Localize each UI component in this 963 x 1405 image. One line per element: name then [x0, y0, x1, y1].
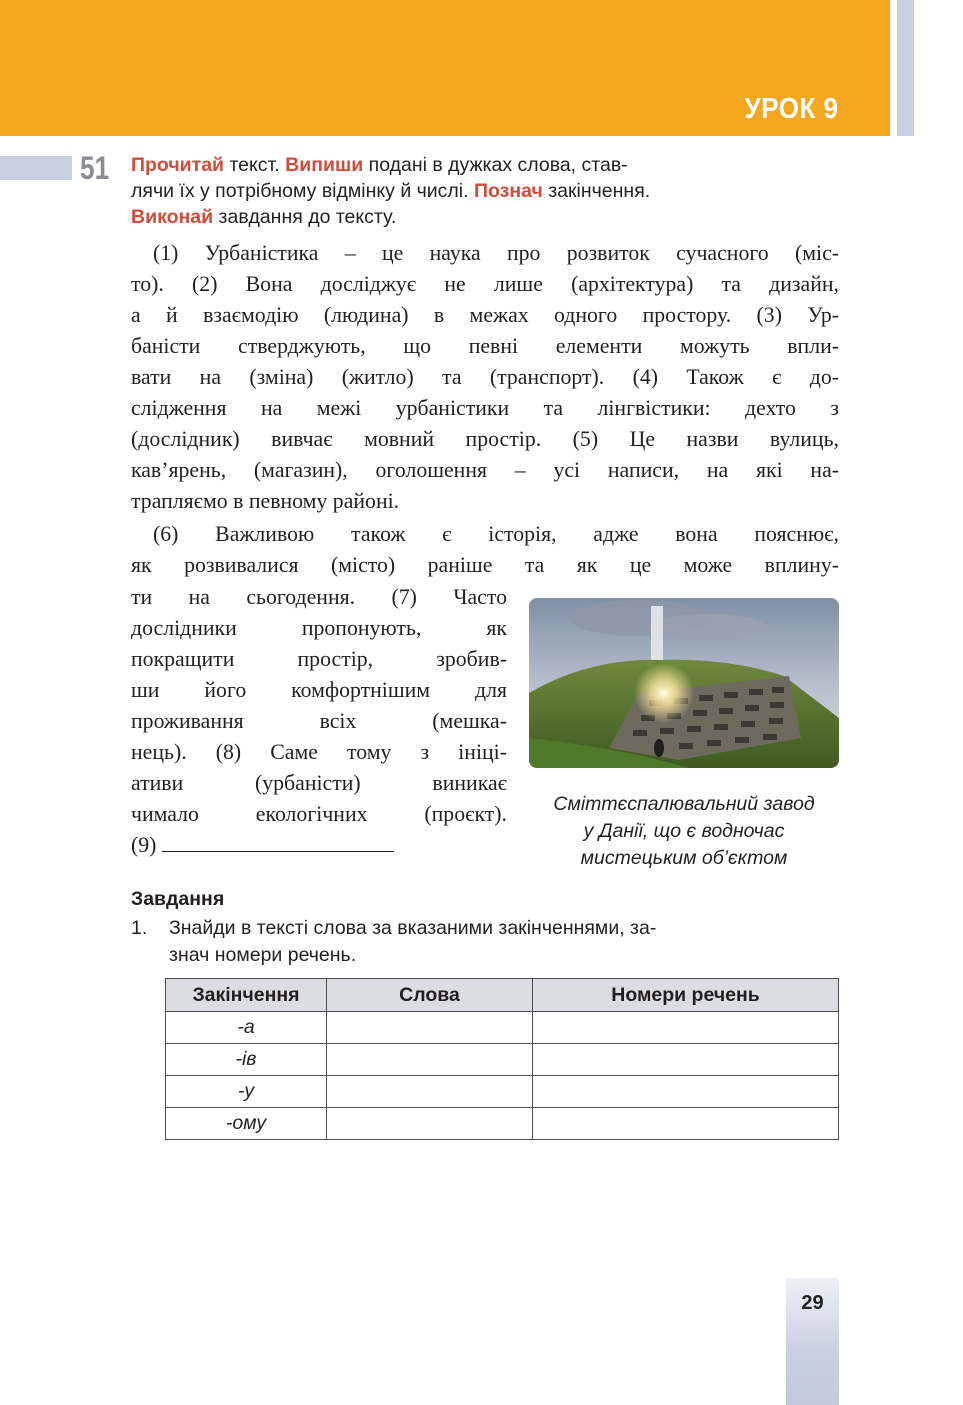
- table-row: [166, 1012, 839, 1044]
- exercise-number: 51: [80, 150, 110, 186]
- text-line: дослідники пропонують, як: [131, 616, 507, 640]
- blank-sentence-line: [131, 830, 507, 861]
- text-line: нець). (8) Саме тому з ініці-: [131, 740, 507, 764]
- table-row: [166, 1108, 839, 1140]
- table-cell-words[interactable]: [327, 1108, 533, 1140]
- instruction-text: подані в дужках слова, став-: [363, 154, 628, 176]
- text-paragraph-1: [131, 238, 839, 517]
- table-cell-ending: -ому: [166, 1108, 327, 1140]
- text-line: чимало екологічних (проєкт).: [131, 802, 507, 826]
- page-number: 29: [801, 1292, 824, 1314]
- text-line: (6) Важливою також є історія, адже вона пояснює,: [153, 522, 839, 546]
- table-header-row: [166, 979, 839, 1012]
- table-cell-sentence-numbers[interactable]: [533, 1076, 839, 1108]
- table-header-endings: Закінчення: [166, 979, 327, 1012]
- instruction-line-3: [131, 204, 811, 230]
- caption-line: Сміттєспалювальний завод: [553, 793, 815, 815]
- photo-illustration: [529, 598, 839, 768]
- instruction-line-2: [131, 178, 811, 204]
- photo-incinerator: [529, 598, 839, 768]
- table-cell-ending: -у: [166, 1076, 327, 1108]
- table-cell-sentence-numbers[interactable]: [533, 1012, 839, 1044]
- text-line: слідження на межі урбаністики та лінгвістики: дехто з: [131, 396, 839, 420]
- table-cell-sentence-numbers[interactable]: [533, 1044, 839, 1076]
- task-item-text: [169, 915, 656, 969]
- instruction-keyword: Випиши: [285, 154, 364, 176]
- exercise-marker-bar: [0, 156, 72, 180]
- text-line: ативи (урбаністи) виникає: [131, 771, 507, 795]
- lesson-title: УРОК 9: [743, 93, 838, 125]
- text-line: як розвивалися (місто) раніше та як це може вплину-: [131, 553, 839, 577]
- text-line: (дослідник) вивчає мовний простір. (5) Це назви вулиць,: [131, 427, 839, 451]
- table-header-sentence-numbers: Номери речень: [533, 979, 839, 1012]
- endings-table: [165, 978, 839, 1140]
- text-line: ти на сьогодення. (7) Часто: [131, 585, 507, 609]
- instruction-text: закінчення.: [542, 180, 651, 202]
- instruction-keyword: Виконай: [131, 206, 214, 228]
- photo-caption: [520, 791, 848, 872]
- text-line: (1) Урбаністика – це наука про розвиток сучасного (міс-: [153, 241, 839, 265]
- text-line: трапляємо в певному районі.: [131, 489, 400, 513]
- table-cell-sentence-numbers[interactable]: [533, 1108, 839, 1140]
- task-item-line: знач номери речень.: [169, 944, 357, 966]
- table-cell-ending: -ів: [166, 1044, 327, 1076]
- instruction-line-1: [131, 152, 811, 178]
- instruction-keyword: Прочитай: [131, 154, 225, 176]
- table-row: [166, 1044, 839, 1076]
- task-item-number: 1.: [131, 917, 148, 939]
- text-line: покращити простір, зробив-: [131, 647, 507, 671]
- task-heading: Завдання: [131, 888, 225, 910]
- text-paragraph-2-wrap: [131, 582, 507, 861]
- text-line: кав’ярень, (магазин), оголошення – усі написи, на які на-: [131, 458, 839, 482]
- photo-person: [654, 739, 664, 757]
- exercise-instruction: [131, 152, 811, 230]
- blank-sentence-number: (9): [131, 833, 157, 857]
- text-line: вати на (зміна) (житло) та (транспорт). (4) Також є до-: [131, 365, 839, 389]
- text-line: ши його комфортнішим для: [131, 678, 507, 702]
- table-row: [166, 1076, 839, 1108]
- table-cell-words[interactable]: [327, 1044, 533, 1076]
- text-paragraph-2: [131, 519, 839, 581]
- task-item-line: Знайди в тексті слова за вказаними закінченнями, за-: [169, 917, 657, 939]
- table-cell-words[interactable]: [327, 1012, 533, 1044]
- caption-line: у Данії, що є водночас: [583, 820, 785, 842]
- header-stripe-gap: [890, 0, 897, 136]
- header-stripe: [897, 0, 914, 136]
- photo-smoke: [649, 614, 769, 642]
- table-cell-ending: -а: [166, 1012, 327, 1044]
- table-cell-words[interactable]: [327, 1076, 533, 1108]
- text-line: а й взаємодію (людина) в межах одного простору. (3) Ур-: [131, 303, 839, 327]
- text-line: баністи стверджують, що певні елементи можуть впли-: [131, 334, 839, 358]
- text-line: проживання всіх (мешка-: [131, 709, 507, 733]
- instruction-keyword: Познач: [473, 180, 543, 202]
- text-line: то). (2) Вона досліджує не лише (архітектура) та дизайн,: [131, 272, 839, 296]
- table-header-words: Слова: [327, 979, 533, 1012]
- photo-light: [634, 663, 694, 723]
- instruction-text: лячи їх у потрібному відмінку й числі.: [131, 180, 474, 202]
- answer-blank[interactable]: [162, 832, 394, 852]
- instruction-text: завдання до тексту.: [213, 206, 397, 228]
- caption-line: мистецьким об’єктом: [580, 847, 788, 869]
- instruction-text: текст.: [224, 154, 286, 176]
